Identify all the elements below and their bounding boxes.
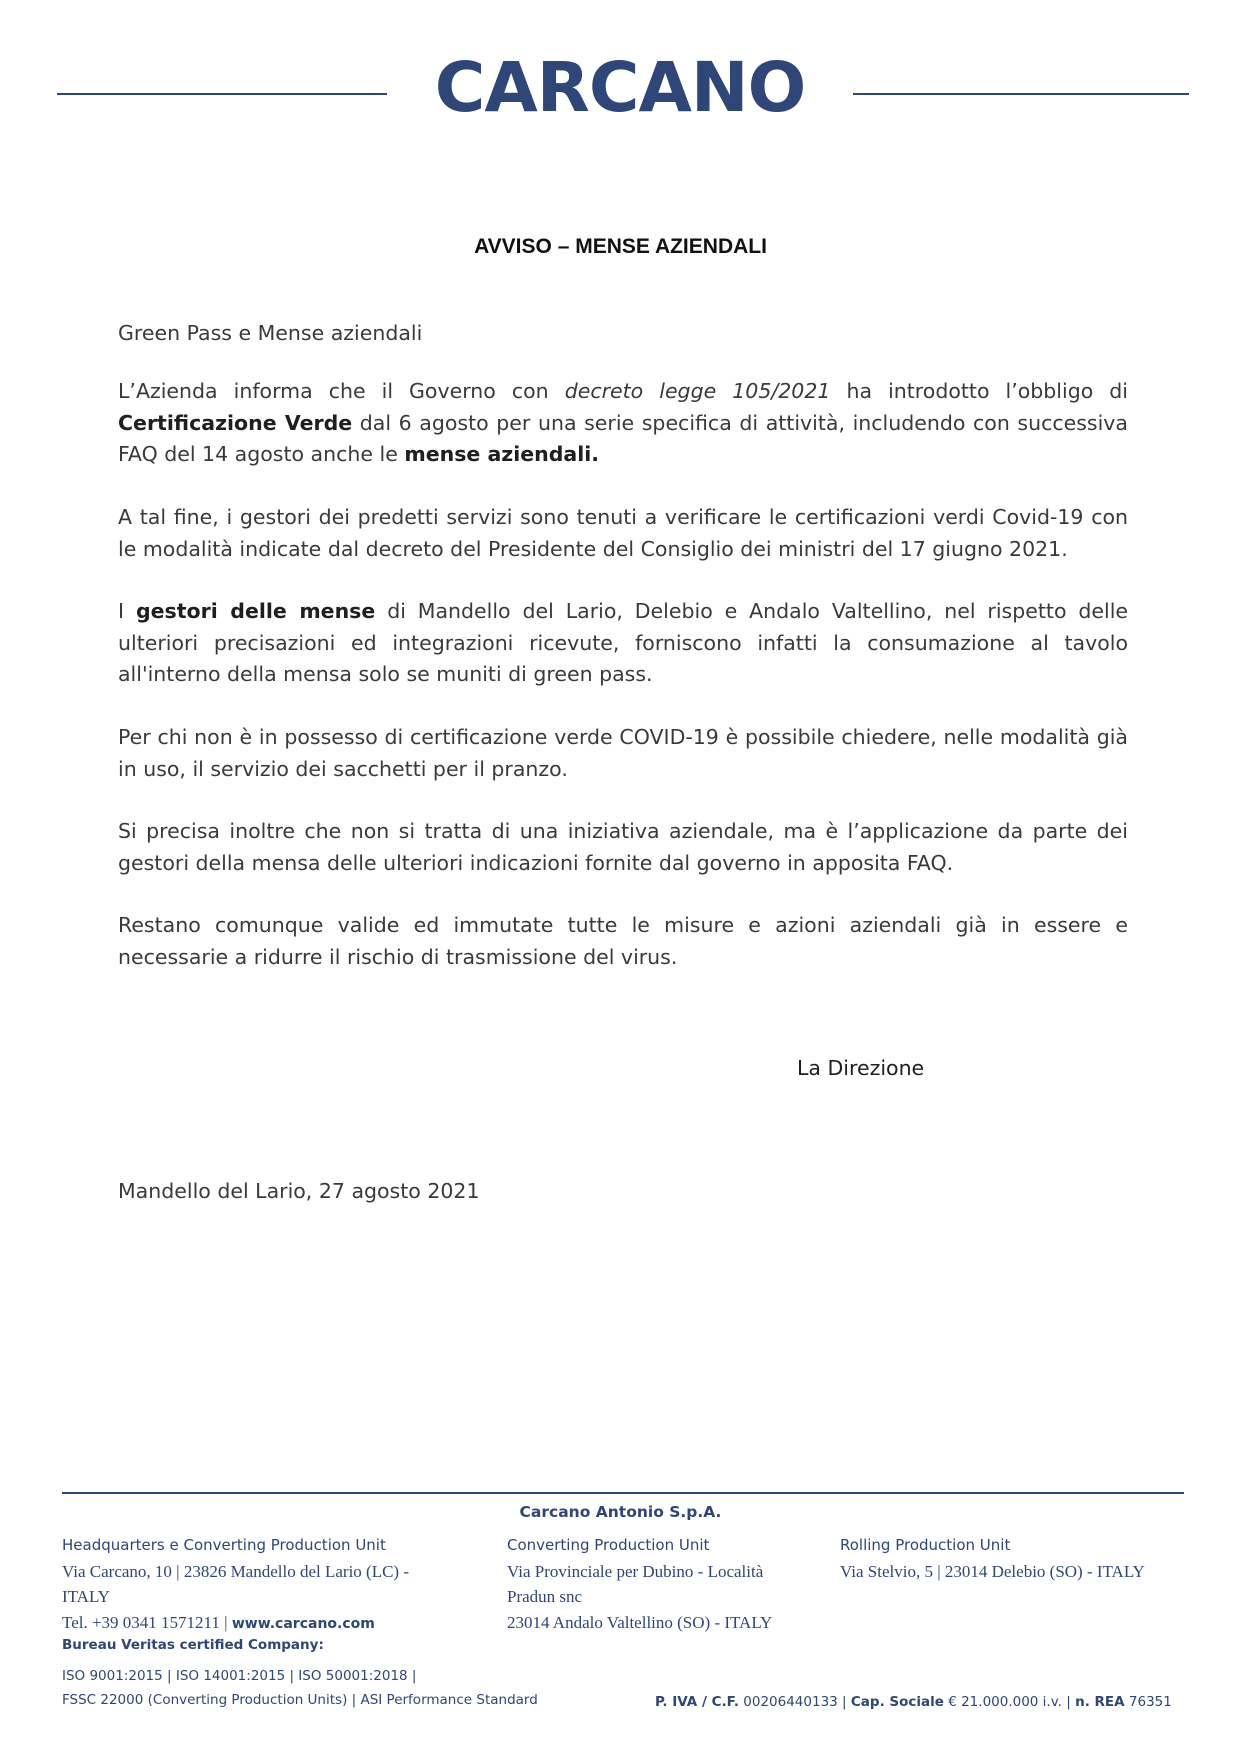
iso-certifications-line-1: ISO 9001:2015 | ISO 14001:2015 | ISO 50001:2018 | [62, 1668, 417, 1684]
paragraph-6: Restano comunque valide ed immutate tutte le misure e azioni aziendali già in essere e necessarie a ridurre il rischio di trasmissione del virus. [118, 913, 1128, 969]
p1-text-e: dal 6 agosto per una serie specifica di attività, includendo con successiva FAQ del 14 agosto anche le [118, 410, 1128, 466]
rolling-address-line-1: Via Stelvio, 5 | 23014 Delebio (SO) - ITALY [840, 1561, 1145, 1581]
p1-text-a: L’Azienda informa che il Governo con [118, 379, 565, 403]
rea-value: 76351 [1124, 1694, 1172, 1710]
footer-rule [62, 1492, 1184, 1494]
footer-company-name: Carcano Antonio S.p.A. [519, 1503, 722, 1521]
capital-value: € 21.000.000 i.v. | [943, 1694, 1076, 1710]
p3-text-a: I [118, 599, 136, 623]
notice-subject: Green Pass e Mense aziendali [118, 321, 423, 345]
p1-decree-ref: decreto legge 105/2021 [564, 379, 831, 403]
footer-converting-unit [507, 1533, 817, 1635]
converting-address-line-3: 23014 Andalo Valtellino (SO) - ITALY [507, 1612, 773, 1632]
converting-address-line-1: Via Provinciale per Dubino - Località [507, 1561, 764, 1581]
bureau-veritas-label: Bureau Veritas certified Company: [62, 1637, 324, 1653]
capital-label: Cap. Sociale [850, 1694, 944, 1710]
header-rule-left [57, 93, 387, 95]
place-date: Mandello del Lario, 27 agosto 2021 [118, 1179, 480, 1203]
converting-address-line-2: Pradun snc [507, 1587, 583, 1606]
paragraph-2: A tal fine, i gestori dei predetti servizi sono tenuti a verificare le certificazioni verdi Covid-19 con le modalità indicate dal decreto del Presidente del Consiglio dei ministri del 17 giugno 2021. [118, 505, 1128, 561]
hq-telephone: Tel. +39 0341 1571211 | [62, 1612, 232, 1632]
fiscal-info [655, 1694, 1172, 1710]
footer-rolling-unit [840, 1533, 1200, 1584]
paragraph-5: Si precisa inoltre che non si tratta di una iniziativa aziendale, ma è l’applicazione da parte dei gestori della mensa delle ulteriori indicazioni fornite dal governo in apposita FAQ. [118, 819, 1128, 875]
rea-label: n. REA [1075, 1694, 1125, 1710]
p1-cert-verde: Certificazione Verde [118, 410, 353, 435]
piva-value: 00206440133 | [738, 1694, 851, 1710]
header-rule-right [853, 93, 1189, 95]
iso-certifications-line-2: FSSC 22000 (Converting Production Units) | ASI Performance Standard [62, 1692, 538, 1708]
piva-label: P. IVA / C.F. [655, 1694, 739, 1710]
website-link[interactable]: www.carcano.com [231, 1615, 375, 1632]
converting-heading: Converting Production Unit [507, 1536, 710, 1554]
p1-text-c: ha introdotto l’obbligo di [830, 379, 1128, 403]
paragraph-1 [118, 376, 1128, 471]
carcano-logo: CARCANO [434, 48, 806, 128]
rolling-heading: Rolling Production Unit [840, 1536, 1011, 1554]
p1-mense-aziendali: mense aziendali. [404, 442, 600, 466]
hq-heading: Headquarters e Converting Production Unit [62, 1536, 386, 1554]
paragraph-4: Per chi non è in possesso di certificazione verde COVID-19 è possibile chiedere, nelle modalità già in uso, il servizio dei sacchetti per il pranzo. [118, 725, 1128, 781]
signature: La Direzione [797, 1056, 925, 1080]
p3-gestori: gestori delle mense [135, 599, 376, 623]
footer-headquarters [62, 1533, 472, 1637]
p3-text-c: di Mandello del Lario, Delebio e Andalo Valtellino, nel rispetto delle ulteriori precisazioni ed integrazioni ricevute, forniscono infatti la consumazione al tavolo all'interno della mensa solo se muniti di green pass. [118, 599, 1129, 686]
notice-title: AVVISO – MENSE AZIENDALI [474, 235, 767, 258]
hq-address-line-2: ITALY [62, 1587, 110, 1606]
paragraph-3 [118, 596, 1128, 691]
hq-address-line-1: Via Carcano, 10 | 23826 Mandello del Lario (LC) - [62, 1561, 410, 1581]
